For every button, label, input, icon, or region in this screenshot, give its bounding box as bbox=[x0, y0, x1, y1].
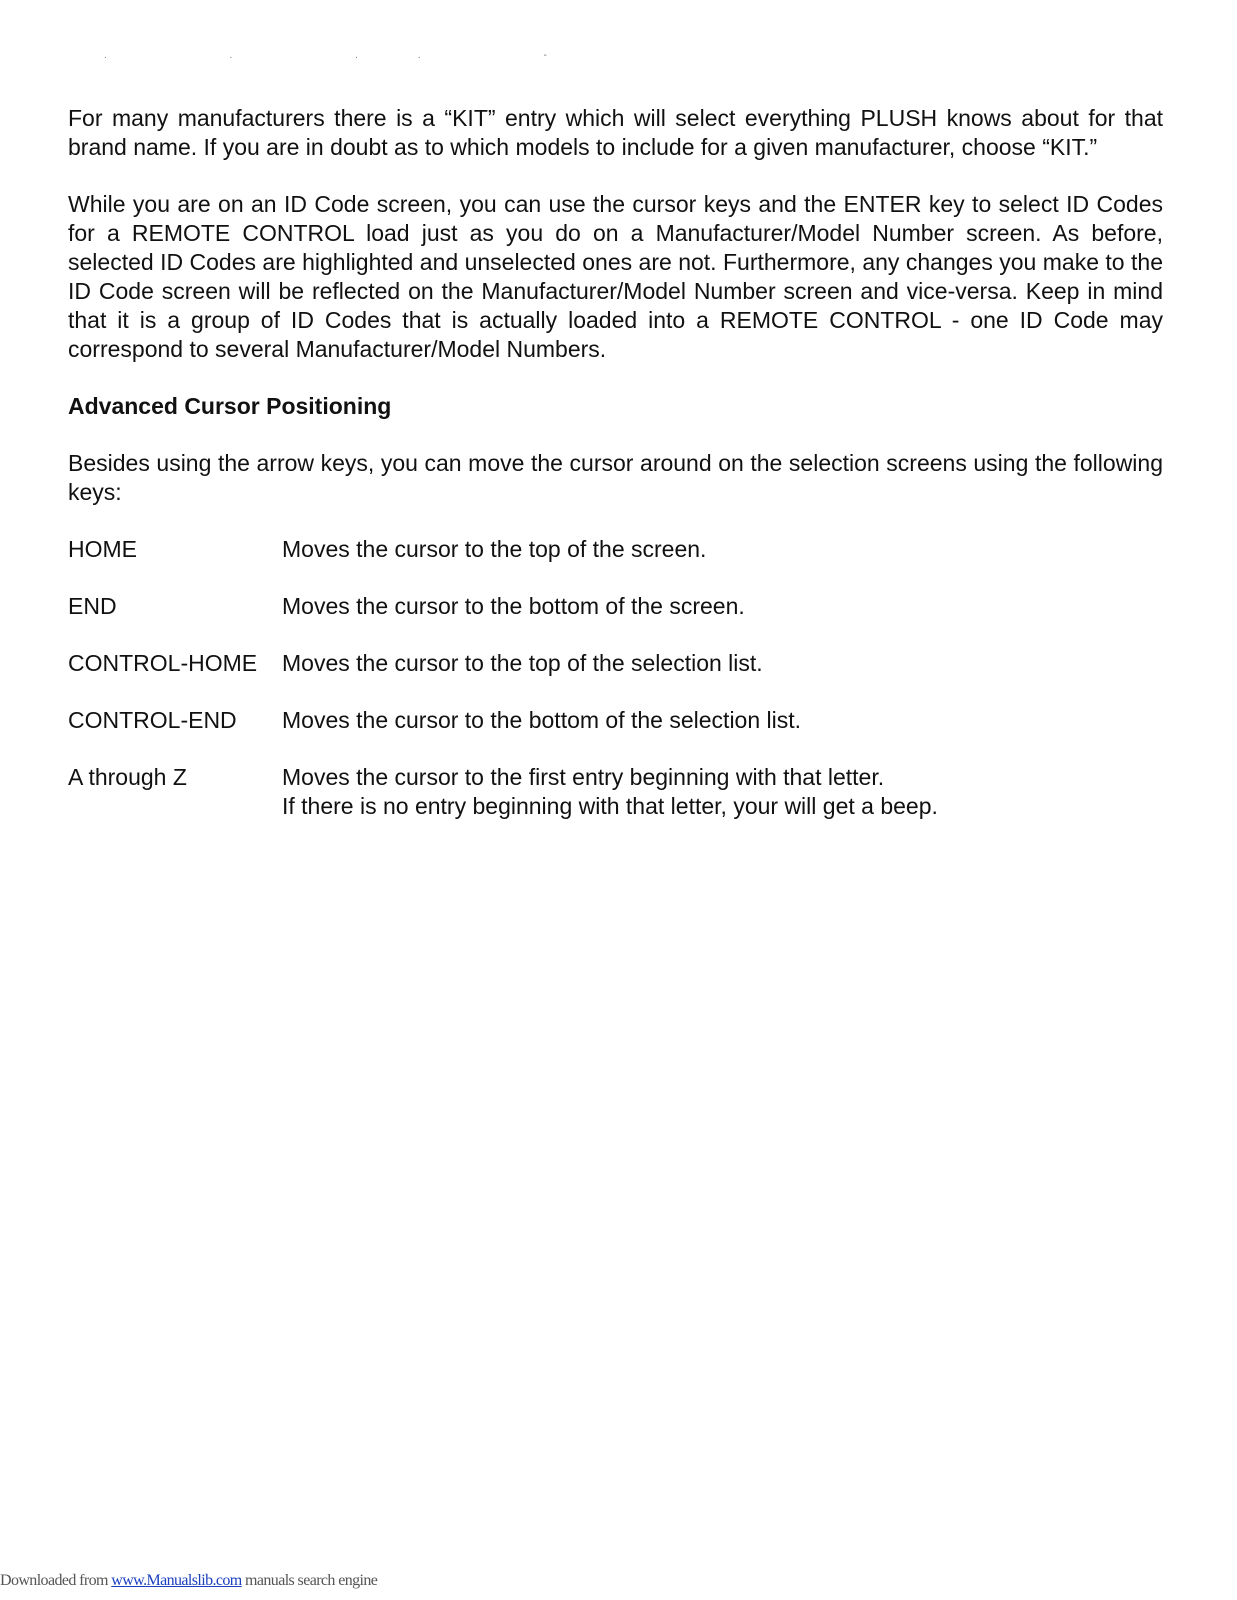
key-row-control-end bbox=[68, 706, 1163, 735]
key-name: CONTROL-END bbox=[68, 707, 237, 733]
key-name: END bbox=[68, 593, 117, 619]
key-description-line: Moves the cursor to the top of the selection list. bbox=[282, 650, 763, 676]
key-name: A through Z bbox=[68, 764, 187, 790]
key-description-line: Moves the cursor to the first entry beginning with that letter. bbox=[282, 764, 885, 790]
key-description bbox=[282, 706, 1163, 735]
key-row-control-home bbox=[68, 649, 1163, 678]
key-description bbox=[282, 535, 1163, 564]
key-row-home bbox=[68, 535, 1163, 564]
footer-suffix: manuals search engine bbox=[241, 1572, 378, 1589]
key-row-a-through-z bbox=[68, 763, 1163, 821]
key-description bbox=[282, 763, 1163, 821]
id-code-paragraph: While you are on an ID Code screen, you can use the cursor keys and the ENTER key to select ID Codes for a REMOTE CONTROL load just as you do on a Manufacturer/Model Number screen. As before, selected ID Codes are highlighted and unselected ones are not. Furthermore, any changes you make to the ID Code screen will be reflected on the Manufacturer/Model Number screen and vice-versa. Keep in mind that it is a group of ID Codes that is actually loaded into a REMOTE CONTROL - one ID Code may correspond to several Manufacturer/Model Numbers. bbox=[68, 191, 1163, 362]
key-row-end bbox=[68, 592, 1163, 621]
document-page bbox=[68, 104, 1163, 849]
keys-intro-paragraph: Besides using the arrow keys, you can move the cursor around on the selection screens using the following keys: bbox=[68, 450, 1163, 505]
key-description-line: Moves the cursor to the bottom of the screen. bbox=[282, 593, 745, 619]
key-description-line: Moves the cursor to the top of the screen. bbox=[282, 536, 707, 562]
key-name: CONTROL-HOME bbox=[68, 650, 258, 676]
scan-specks: . . .. - bbox=[104, 50, 607, 61]
key-description bbox=[282, 649, 1163, 678]
key-description bbox=[282, 592, 1163, 621]
key-description-line-2: If there is no entry beginning with that letter, your will get a beep. bbox=[282, 793, 938, 819]
section-heading: Advanced Cursor Positioning bbox=[68, 393, 392, 419]
kit-paragraph: For many manufacturers there is a “KIT” entry which will select everything PLUSH knows about for that brand name. If you are in doubt as to which models to include for a given manufacturer, choose “KIT.” bbox=[68, 105, 1163, 160]
key-list bbox=[68, 535, 1163, 821]
manualslib-link[interactable]: www.Manualslib.com bbox=[111, 1572, 242, 1589]
key-name: HOME bbox=[68, 536, 137, 562]
footer-prefix: Downloaded from bbox=[0, 1572, 112, 1589]
key-description-line: Moves the cursor to the bottom of the selection list. bbox=[282, 707, 802, 733]
download-footer bbox=[0, 1572, 377, 1590]
